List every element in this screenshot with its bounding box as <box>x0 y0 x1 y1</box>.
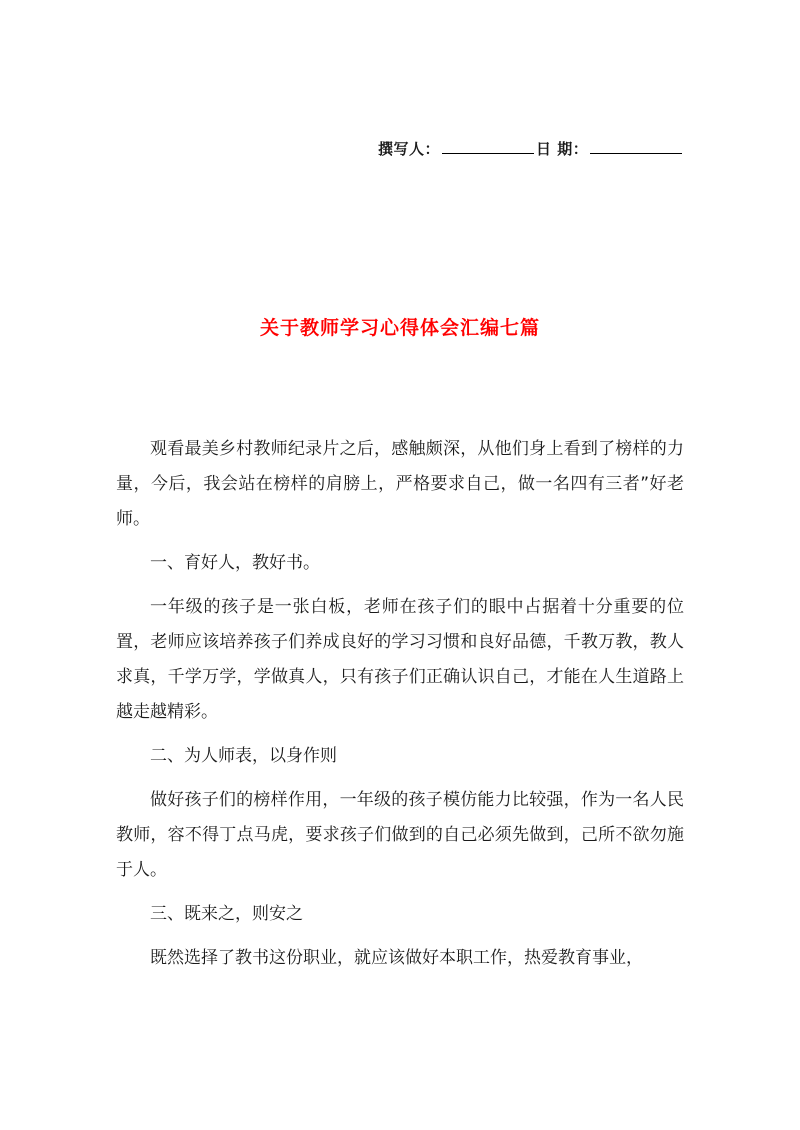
author-label: 撰写人： <box>378 140 441 158</box>
date-label: 日 期： <box>536 140 589 158</box>
paragraph: 一年级的孩子是一张白板，老师在孩子们的眼中占据着十分重要的位置，老师应该培养孩子们养成良好的学习习惯和良好品德，千教万教，教人求真，千学万学，学做真人，只有孩子们正确认识自己，才能在人生道路上越走越精彩。 <box>116 597 684 722</box>
section-heading: 一、育好人，教好书。 <box>150 553 320 573</box>
author-date-line <box>378 138 684 159</box>
section-heading: 三、既来之，则安之 <box>150 904 303 924</box>
section-heading: 二、为人师表，以身作则 <box>150 746 337 766</box>
author-blank <box>442 139 534 154</box>
date-blank <box>590 139 682 154</box>
document-title: 关于教师学习心得体会汇编七篇 <box>259 317 540 339</box>
document-body <box>116 432 684 985</box>
paragraph: 既然选择了教书这份职业，就应该做好本职工作，热爱教育事业， <box>150 948 643 968</box>
paragraph: 做好孩子们的榜样作用，一年级的孩子模仿能力比较强，作为一名人民教师，容不得丁点马虎，要求孩子们做到的自己必须先做到，己所不欲勿施于人。 <box>116 790 684 880</box>
paragraph: 观看最美乡村教师纪录片之后，感触颇深，从他们身上看到了榜样的力量，今后，我会站在榜样的肩膀上，严格要求自己，做一名四有三者”好老师。 <box>116 439 684 529</box>
